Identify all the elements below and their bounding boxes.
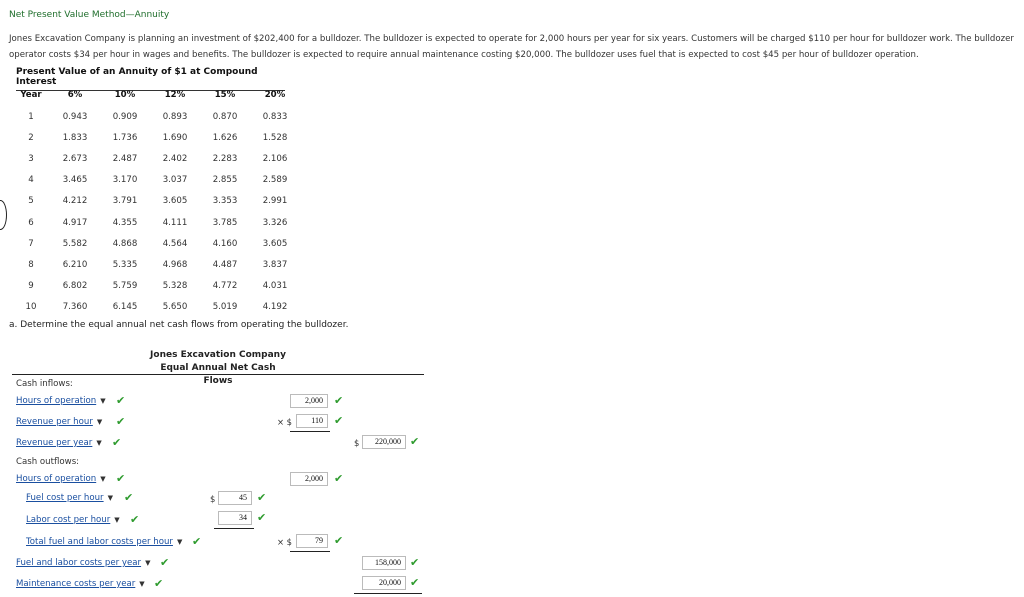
labor-cost-per-hour-dropdown[interactable]	[26, 515, 120, 525]
chevron-down-icon: ▼	[139, 580, 145, 588]
pv-cell-year: 2	[28, 132, 34, 143]
cash-outflows-label: Cash outflows:	[16, 457, 80, 467]
dropdown-label: Labor cost per hour	[26, 515, 111, 525]
pv-cell-factor: 6.802	[62, 281, 88, 292]
problem-description: Jones Excavation Company is planning an investment of $202,400 for a bulldozer. The bulldozer is expected to operate for 2,000 hours per year for six years. Customers will be charged $110 per hour for bulldozer work. The bulldozer operator costs $34 per hour in wages and benefits. The bulldozer is expected to require annual maintenance costing $20,000. The bulldozer uses fuel that is expected to cost $45 per hour of bulldozer operation.	[9, 34, 1014, 60]
pv-cell-factor: 6.210	[62, 259, 88, 270]
pv-table-row	[12, 276, 300, 297]
pv-cell-factor: 0.833	[262, 111, 288, 122]
pv-cell-factor: 1.736	[112, 132, 138, 143]
pv-cell-factor: 5.328	[162, 281, 188, 292]
labor-cost-per-hour-input[interactable]: 34	[218, 511, 252, 525]
pv-cell-factor: 4.160	[212, 238, 238, 249]
maintenance-per-year-input[interactable]: 20,000	[362, 576, 406, 590]
maintenance-costs-per-year-dropdown[interactable]	[16, 579, 145, 589]
question-a: a. Determine the equal annual net cash flows from operating the bulldozer.	[9, 320, 349, 330]
checkmark-icon: ✔	[116, 472, 126, 485]
schedule-heading: Equal Annual Net Cash Flows	[160, 363, 276, 386]
checkmark-icon: ✔	[192, 535, 202, 548]
dropdown-label: Fuel cost per hour	[26, 493, 104, 503]
pv-table-row	[12, 127, 300, 148]
pv-cell-factor: 4.111	[162, 217, 188, 228]
pv-cell-factor: 2.673	[62, 153, 88, 164]
pv-cell-factor: 5.759	[112, 281, 138, 292]
pv-cell-factor: 4.917	[62, 217, 88, 228]
pv-cell-factor: 2.487	[112, 153, 138, 164]
fuel-cost-per-hour-input[interactable]: 45	[218, 491, 252, 505]
chevron-down-icon: ▼	[96, 439, 102, 447]
checkmark-icon: ✔	[154, 577, 164, 590]
pv-cell-year: 6	[28, 217, 34, 228]
revenue-per-year-dropdown[interactable]	[16, 438, 102, 448]
pv-annuity-table	[12, 84, 300, 318]
pv-cell-factor: 2.589	[262, 175, 288, 186]
revenue-per-year-input[interactable]: 220,000	[362, 435, 406, 449]
chevron-down-icon: ▼	[100, 475, 106, 483]
pv-table-row	[12, 233, 300, 254]
pv-cell-factor: 1.626	[212, 132, 238, 143]
pv-cell-factor: 2.106	[262, 153, 288, 164]
dropdown-label: Revenue per year	[16, 438, 93, 448]
checkmark-icon: ✔	[410, 435, 420, 448]
pv-cell-factor: 2.991	[262, 196, 288, 207]
subtotal-rule	[214, 528, 254, 529]
pv-cell-year: 10	[25, 302, 37, 313]
pv-cell-factor: 1.528	[262, 132, 288, 143]
pv-cell-factor: 3.170	[112, 175, 138, 186]
fuel-labor-costs-per-year-dropdown[interactable]	[16, 558, 150, 568]
hours-inflow-input[interactable]: 2,000	[290, 394, 328, 408]
pv-cell-factor: 3.353	[212, 196, 238, 207]
pv-cell-factor: 3.785	[212, 217, 238, 228]
pv-cell-factor: 4.868	[112, 238, 138, 249]
chevron-down-icon: ▼	[96, 418, 103, 426]
pv-table-header-row	[12, 84, 300, 106]
revenue-per-hour-dropdown[interactable]	[16, 417, 102, 427]
pv-cell-factor: 4.192	[262, 302, 288, 313]
pv-cell-factor: 4.212	[62, 196, 88, 207]
checkmark-icon: ✔	[334, 534, 344, 547]
pv-cell-factor: 5.582	[62, 238, 88, 249]
dollar-symbol: $	[210, 494, 216, 504]
pv-cell-factor: 3.326	[262, 217, 288, 228]
schedule-company: Jones Excavation Company	[150, 350, 286, 360]
pv-table-caption: Present Value of an Annuity of $1 at Compound Interest	[16, 67, 285, 91]
total-fuel-labor-per-hour-dropdown[interactable]	[26, 537, 182, 547]
checkmark-icon: ✔	[112, 436, 122, 449]
checkmark-icon: ✔	[334, 472, 344, 485]
pv-table-row	[12, 254, 300, 275]
pv-header-6: 6%	[67, 90, 83, 100]
pv-table-body	[12, 106, 300, 318]
checkmark-icon: ✔	[130, 513, 140, 526]
schedule-header-rule	[12, 374, 424, 375]
pv-cell-factor: 3.605	[162, 196, 188, 207]
dropdown-label: Hours of operation	[16, 396, 97, 406]
pv-header-12: 12%	[164, 90, 186, 100]
checkmark-icon: ✔	[124, 491, 134, 504]
checkmark-icon: ✔	[334, 414, 344, 427]
dropdown-label: Fuel and labor costs per year	[16, 558, 142, 568]
pv-header-year: Year	[20, 90, 42, 100]
chevron-down-icon: ▼	[176, 538, 183, 546]
pv-cell-factor: 0.943	[62, 111, 88, 122]
fuel-labor-per-year-input[interactable]: 158,000	[362, 556, 406, 570]
pv-cell-factor: 4.487	[212, 259, 238, 270]
dropdown-label: Maintenance costs per year	[16, 579, 136, 589]
pv-cell-factor: 2.283	[212, 153, 238, 164]
times-dollar-symbol: × $	[277, 417, 293, 427]
subtotal-rule	[290, 551, 330, 552]
collapse-bracket-icon	[0, 200, 7, 230]
pv-cell-factor: 3.037	[162, 175, 188, 186]
revenue-per-hour-input[interactable]: 110	[296, 414, 328, 428]
page-title: Net Present Value Method—Annuity	[9, 10, 170, 20]
total-cost-per-hour-input[interactable]: 79	[296, 534, 328, 548]
pv-cell-factor: 3.791	[112, 196, 138, 207]
dropdown-label: Revenue per hour	[16, 417, 93, 427]
checkmark-icon: ✔	[257, 491, 267, 504]
times-dollar-symbol: × $	[277, 537, 293, 547]
pv-cell-factor: 4.564	[162, 238, 188, 249]
pv-cell-factor: 5.335	[112, 259, 138, 270]
hours-outflow-input[interactable]: 2,000	[290, 472, 328, 486]
pv-cell-year: 5	[28, 196, 34, 207]
checkmark-icon: ✔	[257, 511, 267, 524]
pv-table-row	[12, 191, 300, 212]
pv-cell-factor: 0.909	[112, 111, 138, 122]
subtotal-rule	[290, 431, 330, 432]
pv-cell-year: 8	[28, 259, 34, 270]
pv-cell-factor: 3.837	[262, 259, 288, 270]
fuel-cost-per-hour-dropdown[interactable]	[26, 493, 113, 503]
hours-of-operation-inflow-dropdown[interactable]	[16, 396, 106, 406]
pv-cell-year: 3	[28, 153, 34, 164]
pv-cell-factor: 0.893	[162, 111, 188, 122]
pv-table-row	[12, 170, 300, 191]
pv-cell-factor: 4.772	[212, 281, 238, 292]
pv-cell-factor: 2.855	[212, 175, 238, 186]
chevron-down-icon: ▼	[107, 494, 113, 502]
hours-of-operation-outflow-dropdown[interactable]	[16, 474, 106, 484]
pv-cell-factor: 1.690	[162, 132, 188, 143]
chevron-down-icon: ▼	[100, 397, 106, 405]
pv-cell-factor: 5.019	[212, 302, 238, 313]
chevron-down-icon: ▼	[145, 559, 151, 567]
checkmark-icon: ✔	[410, 556, 420, 569]
pv-cell-factor: 2.402	[162, 153, 188, 164]
dollar-symbol: $	[354, 438, 360, 448]
checkmark-icon: ✔	[334, 394, 344, 407]
cash-inflows-label: Cash inflows:	[16, 379, 73, 389]
checkmark-icon: ✔	[410, 576, 420, 589]
pv-cell-factor: 4.968	[162, 259, 188, 270]
dropdown-label: Total fuel and labor costs per hour	[26, 537, 173, 547]
dropdown-label: Hours of operation	[16, 474, 97, 484]
pv-cell-factor: 5.650	[162, 302, 188, 313]
pv-cell-factor: 4.031	[262, 281, 288, 292]
pv-cell-factor: 3.605	[262, 238, 288, 249]
checkmark-icon: ✔	[160, 556, 170, 569]
pv-cell-year: 7	[28, 238, 34, 249]
pv-cell-factor: 4.355	[112, 217, 138, 228]
pv-table-row	[12, 148, 300, 169]
total-rule	[354, 593, 422, 594]
pv-header-10: 10%	[114, 90, 136, 100]
pv-cell-year: 1	[28, 111, 34, 122]
checkmark-icon: ✔	[116, 415, 126, 428]
pv-table-row	[12, 297, 300, 318]
pv-header-15: 15%	[214, 90, 236, 100]
pv-cell-year: 9	[28, 281, 34, 292]
pv-cell-factor: 0.870	[212, 111, 238, 122]
pv-header-20: 20%	[264, 90, 286, 100]
schedule-header	[148, 349, 288, 388]
pv-cell-factor: 7.360	[62, 302, 88, 313]
pv-table-row	[12, 212, 300, 233]
pv-cell-year: 4	[28, 175, 34, 186]
checkmark-icon: ✔	[116, 394, 126, 407]
pv-cell-factor: 1.833	[62, 132, 88, 143]
chevron-down-icon: ▼	[114, 516, 120, 524]
pv-cell-factor: 6.145	[112, 302, 138, 313]
pv-cell-factor: 3.465	[62, 175, 88, 186]
pv-table-row	[12, 106, 300, 127]
